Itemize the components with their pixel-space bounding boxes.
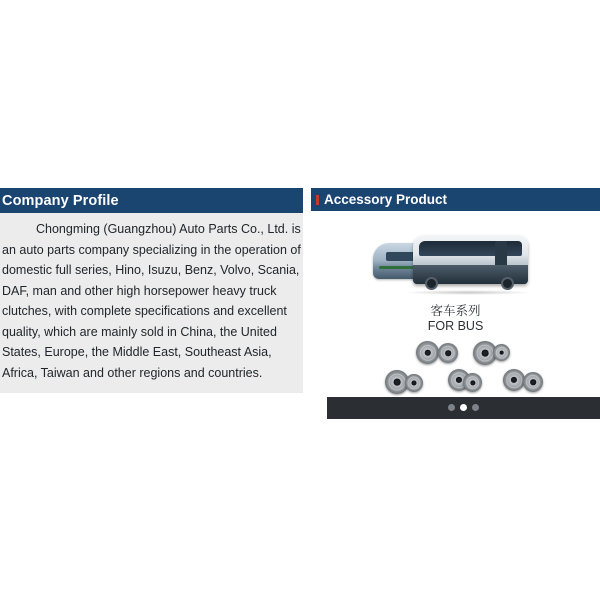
carousel-dot-1[interactable]	[448, 404, 455, 411]
clutch-disc-icon	[438, 343, 458, 363]
accessory-product-panel	[311, 188, 600, 393]
clutch-disc-gallery	[311, 341, 600, 399]
carousel-dot-2[interactable]	[460, 404, 467, 411]
accent-bar-icon	[316, 195, 319, 205]
bus-wheel-front-icon	[425, 277, 438, 290]
clutch-disc-icon	[463, 373, 482, 392]
accessory-product-body	[311, 211, 600, 388]
carousel-dot-3[interactable]	[472, 404, 479, 411]
bus-wheel-rear-icon	[501, 277, 514, 290]
company-profile-header	[0, 188, 303, 213]
accessory-product-title: Accessory Product	[324, 192, 448, 207]
panels-container	[0, 188, 600, 393]
clutch-disc-icon	[503, 369, 525, 391]
clutch-disc-icon	[405, 374, 423, 392]
product-caption-cn: 客车系列	[430, 304, 481, 318]
product-caption	[311, 304, 600, 334]
bus-illustration	[373, 235, 533, 297]
clutch-disc-icon	[523, 372, 543, 392]
accessory-product-header	[311, 188, 600, 211]
carousel-strip	[327, 397, 600, 419]
company-profile-body	[0, 213, 303, 393]
clutch-disc-icon	[493, 344, 510, 361]
company-profile-title: Company Profile	[2, 192, 119, 209]
company-profile-panel	[0, 188, 303, 393]
product-caption-en: FOR BUS	[427, 319, 484, 333]
company-profile-text: Chongming (Guangzhou) Auto Parts Co., Ltd. is an auto parts company specializing in the operation of domestic full series, Hino, Isuzu, Benz, Volvo, Scania, DAF, man and other high horsepower heavy truck clutches, with complete specifications and excellent quality, which are mainly sold in China, the United States, Europe, the Middle East, Southeast Asia, Africa, Taiwan and other regions and countries.	[2, 222, 301, 380]
carousel-dots[interactable]	[327, 404, 600, 411]
clutch-disc-icon	[416, 341, 439, 364]
bus-shadow	[403, 290, 533, 295]
